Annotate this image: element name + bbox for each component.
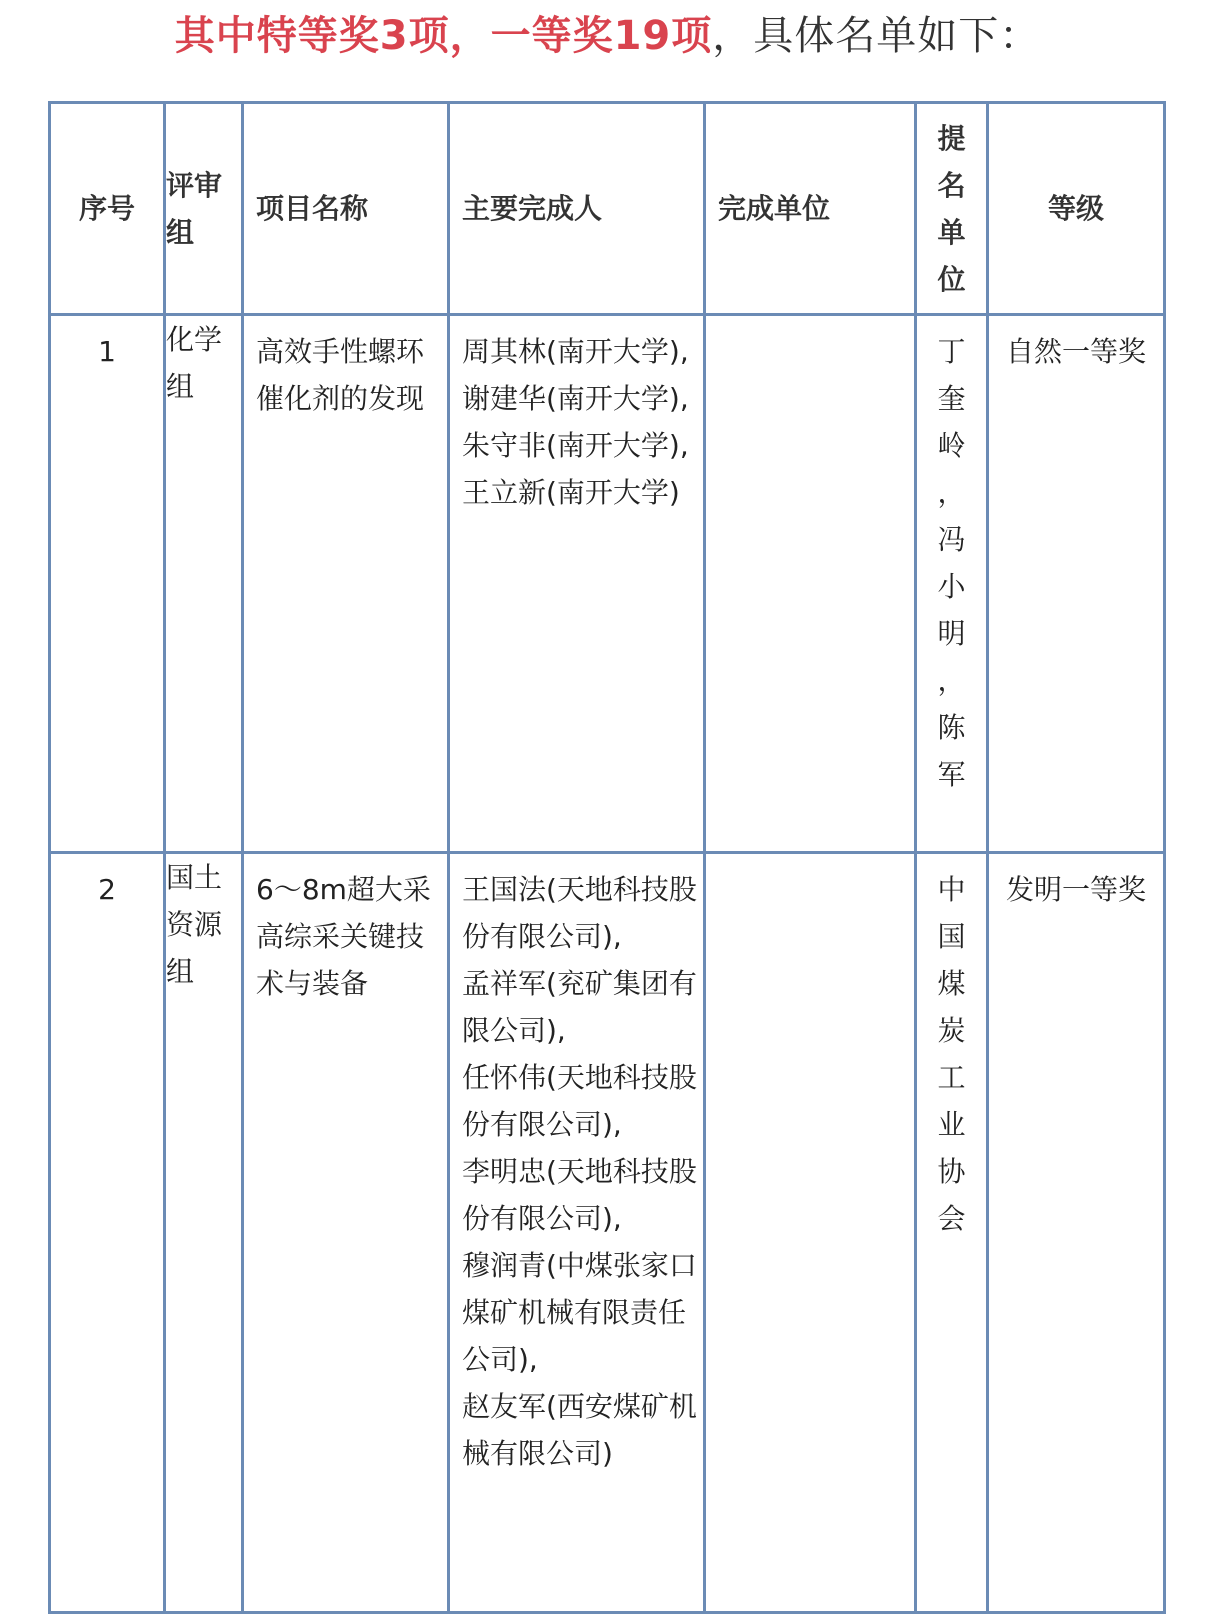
- person-entry: 赵友军(西安煤矿机械有限公司): [462, 1390, 697, 1470]
- header-group: 评审组: [165, 103, 243, 315]
- table-header-row: [50, 103, 1165, 315]
- table-row: [50, 853, 1165, 1613]
- page-heading: [0, 8, 1215, 64]
- cell-nominator: 丁奎岭，冯小明，陈 军: [916, 315, 988, 853]
- header-unit: 完成单位: [705, 103, 916, 315]
- person-entry: 任怀伟(天地科技股份有限公司),: [462, 1061, 697, 1141]
- header-persons: 主要完成人: [449, 103, 705, 315]
- header-seq: 序号: [50, 103, 165, 315]
- cell-project: 高效手性螺环催化剂的发现: [243, 315, 449, 853]
- heading-rest: ，具体名单如下：: [712, 13, 1041, 59]
- header-nominator: 提名单位: [916, 103, 988, 315]
- person-entry: 谢建华(南开大学),: [462, 382, 689, 415]
- cell-project: 6～8m超大采高综采关键技术与装备: [243, 853, 449, 1613]
- person-entry: 孟祥军(兖矿集团有限公司),: [462, 967, 697, 1047]
- person-entry: 李明忠(天地科技股份有限公司),: [462, 1155, 697, 1235]
- cell-unit: [705, 315, 916, 853]
- person-entry: 朱守非(南开大学),: [462, 429, 689, 462]
- heading-highlight: 其中特等奖3项，一等奖19项: [174, 13, 713, 59]
- person-entry: 周其林(南开大学),: [462, 335, 689, 368]
- cell-seq: 2: [50, 853, 165, 1613]
- header-level: 等级: [988, 103, 1165, 315]
- cell-persons: [449, 315, 705, 853]
- cell-persons: [449, 853, 705, 1613]
- award-table: [48, 101, 1166, 1614]
- person-entry: 王国法(天地科技股份有限公司),: [462, 873, 697, 953]
- cell-group: 化学组: [165, 315, 243, 853]
- person-entry: 穆润青(中煤张家口煤矿机械有限责任公司),: [462, 1249, 697, 1376]
- cell-group: 国土资源组: [165, 853, 243, 1613]
- cell-nominator: 中国煤炭工业协会: [916, 853, 988, 1613]
- cell-unit: [705, 853, 916, 1613]
- header-project: 项目名称: [243, 103, 449, 315]
- cell-level: 自然一等奖: [988, 315, 1165, 853]
- cell-seq: 1: [50, 315, 165, 853]
- cell-level: 发明一等奖: [988, 853, 1165, 1613]
- person-entry: 王立新(南开大学): [462, 476, 680, 509]
- table-row: [50, 315, 1165, 853]
